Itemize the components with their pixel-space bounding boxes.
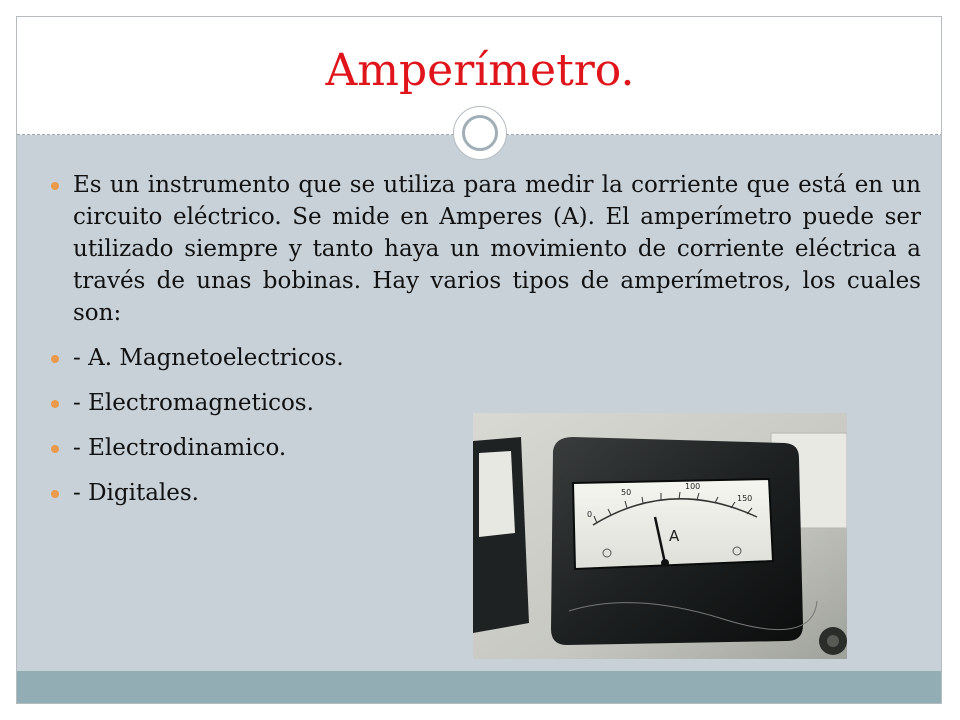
dial-label-150: 150 [737,494,753,503]
needle-pivot [661,559,669,567]
bullet-dot-icon [51,355,59,363]
ammeter-dial-face [573,479,773,569]
bullet-dot-icon [51,400,59,408]
circle-ornament-icon [453,106,507,160]
slide-title: Amperímetro. [325,45,635,96]
dial-label-100: 100 [685,482,701,491]
ornament-inner-ring [462,115,498,151]
ammeter-photo [473,413,847,659]
bullet-dot-icon [51,182,59,190]
left-meter-dial [479,451,515,537]
bullet-item-description [51,169,921,329]
bullet-item-magnetoelectricos [51,342,921,374]
bullet-text: - A. Magnetoelectricos. [73,345,344,371]
corner-knob-center [827,635,839,647]
dial-unit-symbol: A [669,527,680,545]
dial-label-0: 0 [587,510,593,519]
bullet-dot-icon [51,490,59,498]
bullet-text: - Digitales. [73,480,199,506]
bullet-text: - Electrodinamico. [73,435,287,461]
slide [16,16,942,704]
dial-label-50: 50 [621,488,632,497]
bullet-text: - Electromagneticos. [73,390,314,416]
bullet-text: Es un instrumento que se utiliza para medir la corriente que está en un circuito eléctrico. Se mide en Amperes (A). El amperímetro puede ser utilizado siempre y tanto haya un movimiento de corriente eléctrica a través de unas bobinas. Hay varios tipos de amperímetros, los cuales son: [73,172,921,326]
bullet-dot-icon [51,445,59,453]
footer-bar [17,671,942,704]
